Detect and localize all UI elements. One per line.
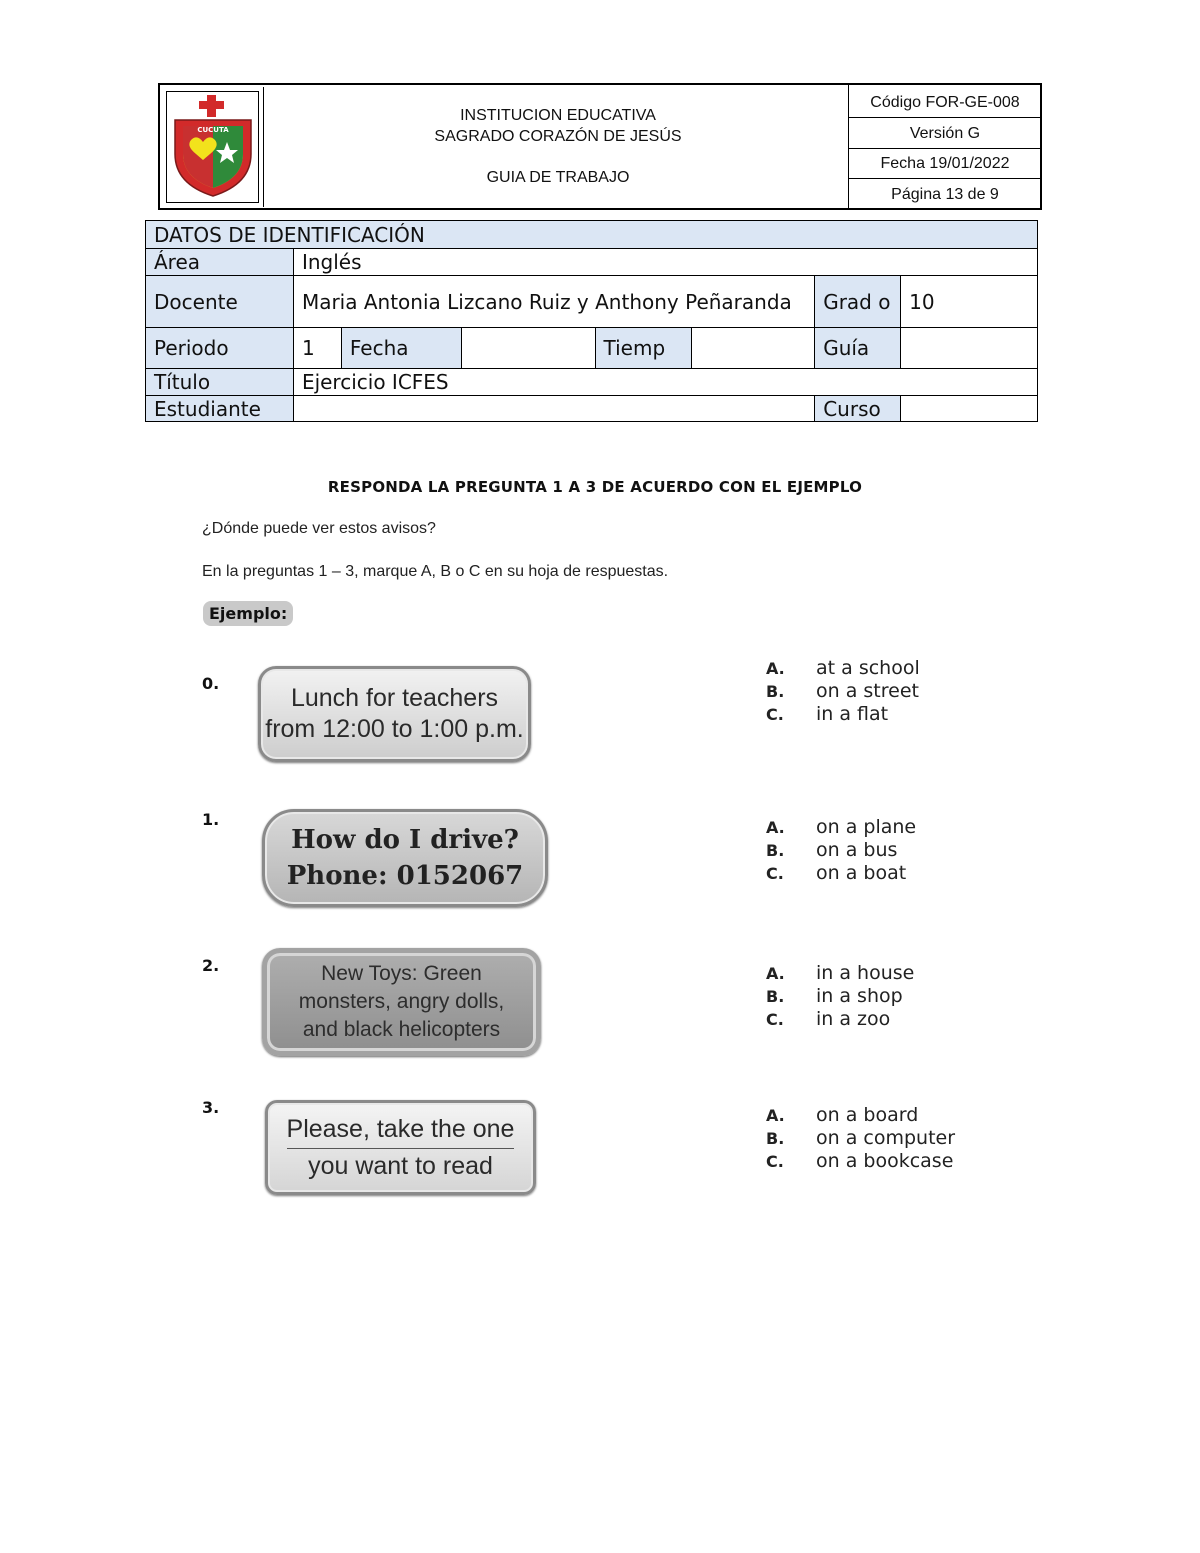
option-key: B.: [766, 1129, 785, 1148]
options-1: [766, 816, 916, 885]
docente-value: Maria Antonia Lizcano Ruiz y Anthony Peñaranda: [293, 276, 814, 328]
option-text: in a house: [816, 962, 915, 984]
grado-value: 10: [901, 276, 1038, 328]
sign-0: [258, 666, 531, 762]
option-key: B.: [766, 682, 785, 701]
sign-3: [265, 1100, 536, 1195]
options-3: [766, 1104, 955, 1173]
sign-2-line1: New Toys: Green: [321, 962, 482, 985]
grado-label: [815, 276, 901, 328]
sign-2: [262, 948, 541, 1056]
option-2-a[interactable]: [766, 962, 914, 985]
sign-0-text: [265, 683, 523, 745]
guia-label: Guía: [815, 328, 901, 369]
option-key: C.: [766, 705, 784, 724]
options-0: [766, 657, 920, 726]
sign-2-line3: and black helicopters: [302, 1018, 501, 1041]
sign-1-line2: Phone: 0152067: [286, 861, 524, 891]
document-type: GUIA DE TRABAJO: [486, 169, 630, 186]
option-text: on a plane: [816, 816, 917, 838]
option-key: C.: [766, 1152, 784, 1171]
estudiante-label: Estudiante: [146, 396, 294, 422]
option-key: A.: [766, 964, 785, 983]
sign-0-line1: Lunch for teachers: [290, 684, 499, 712]
sign-2-line2: monsters, angry dolls,: [298, 990, 505, 1013]
document-control-block: [848, 85, 1041, 208]
option-text: on a board: [816, 1104, 919, 1126]
fecha-label: Fecha: [341, 328, 461, 369]
instructions-line2: En la preguntas 1 – 3, marque A, B o C en su hoja de respuestas.: [202, 563, 669, 580]
option-0-a[interactable]: [766, 657, 920, 680]
option-0-c[interactable]: [766, 703, 920, 726]
option-1-a[interactable]: [766, 816, 916, 839]
header-title-block: [266, 85, 850, 208]
option-text: on a bus: [816, 839, 898, 861]
example-tag: Ejemplo:: [203, 601, 293, 626]
document-version: Versión G: [849, 119, 1041, 149]
sign-1: [262, 809, 548, 907]
fecha-value[interactable]: [461, 328, 595, 369]
document-code: Código FOR-GE-008: [849, 88, 1041, 118]
document-header: [158, 83, 1042, 210]
school-crest: [166, 91, 259, 203]
logo-cell: [162, 87, 264, 207]
sign-1-text: [287, 822, 524, 894]
option-key: A.: [766, 818, 785, 837]
periodo-label: Periodo: [146, 328, 294, 369]
identification-table: [145, 220, 1038, 422]
titulo-value: Ejercicio ICFES: [293, 369, 1037, 396]
identification-title: DATOS DE IDENTIFICACIÓN: [146, 221, 1038, 249]
option-text: in a zoo: [816, 1008, 891, 1030]
sign-2-text: [299, 960, 504, 1044]
sign-1-line1: How do I drive?: [291, 825, 519, 855]
titulo-label: Título: [146, 369, 294, 396]
sign-3-text: [287, 1112, 515, 1183]
question-number-0: 0.: [202, 674, 220, 693]
question-number-3: 3.: [202, 1098, 220, 1117]
option-3-b[interactable]: [766, 1127, 955, 1150]
option-1-c[interactable]: [766, 862, 916, 885]
document-page: Página 13 de 9: [891, 186, 999, 203]
options-2: [766, 962, 914, 1031]
option-2-b[interactable]: [766, 985, 914, 1008]
option-1-b[interactable]: [766, 839, 916, 862]
option-text: at a school: [816, 657, 920, 679]
grado-label-text: Grad o: [823, 289, 891, 314]
option-text: on a computer: [816, 1127, 956, 1149]
estudiante-value[interactable]: [293, 396, 814, 422]
option-text: in a shop: [816, 985, 903, 1007]
option-0-b[interactable]: [766, 680, 920, 703]
question-number-2: 2.: [202, 956, 220, 975]
periodo-value: 1: [293, 328, 341, 369]
area-label: Área: [146, 249, 294, 276]
tiempo-value[interactable]: [692, 328, 815, 369]
tiempo-label: Tiemp: [595, 328, 692, 369]
institution-line1: INSTITUCION EDUCATIVA: [460, 107, 656, 124]
institution-line2: SAGRADO CORAZÓN DE JESÚS: [434, 128, 682, 145]
instructions-heading: RESPONDA LA PREGUNTA 1 A 3 DE ACUERDO CON EL EJEMPLO: [327, 478, 863, 496]
option-2-c[interactable]: [766, 1008, 914, 1031]
option-key: B.: [766, 841, 785, 860]
option-text: in a flat: [816, 703, 889, 725]
logo-text-top: CUCUTA: [197, 126, 229, 134]
option-3-c[interactable]: [766, 1150, 955, 1173]
option-key: A.: [766, 659, 785, 678]
question-number-1: 1.: [202, 810, 220, 829]
area-value: Inglés: [293, 249, 1037, 276]
option-text: on a bookcase: [816, 1150, 954, 1172]
docente-label: Docente: [146, 276, 294, 328]
curso-value[interactable]: [901, 396, 1038, 422]
sign-3-line2: you want to read: [308, 1152, 493, 1180]
curso-label: Curso: [815, 396, 901, 422]
school-crest-icon: [167, 92, 259, 202]
sign-3-line1: Please, take the one: [287, 1112, 515, 1149]
option-text: on a street: [816, 680, 919, 702]
option-3-a[interactable]: [766, 1104, 955, 1127]
instructions-question: ¿Dónde puede ver estos avisos?: [202, 520, 436, 537]
option-key: C.: [766, 1010, 784, 1029]
guia-value[interactable]: [901, 328, 1038, 369]
option-key: C.: [766, 864, 784, 883]
option-text: on a boat: [816, 862, 907, 884]
option-key: B.: [766, 987, 785, 1006]
sign-0-line2: from 12:00 to 1:00 p.m.: [265, 715, 524, 743]
document-date: Fecha 19/01/2022: [849, 149, 1041, 179]
option-key: A.: [766, 1106, 785, 1125]
